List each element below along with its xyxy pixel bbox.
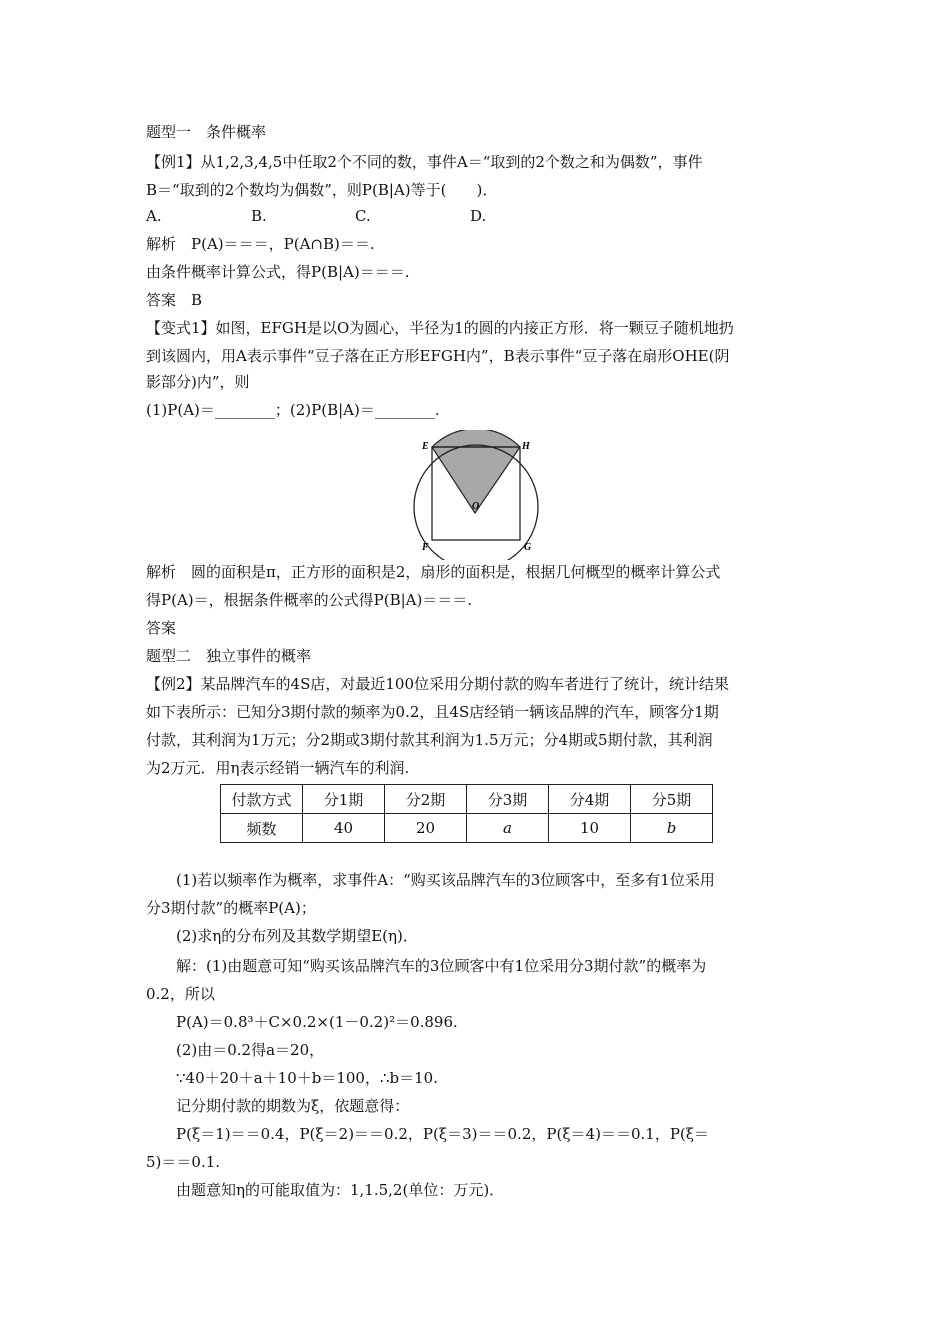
example1-line2: B＝“取到的2个数均为偶数”，则P(B|A)等于( )． (146, 181, 498, 199)
table-cell: 10 (549, 814, 631, 843)
table-cell: 40 (303, 814, 385, 843)
example2-line2: 如下表所示：已知分3期付款的频率为0.2，且4S店经销一辆该品牌的汽车，顾客分1期 (146, 703, 719, 721)
frequency-table (220, 784, 713, 843)
table-header-cell: 付款方式 (221, 785, 303, 814)
table-cell: b (631, 814, 713, 843)
example1-answer: 答案 B (146, 291, 203, 309)
variant1-line3: 影部分)内”，则 (146, 373, 250, 391)
table-header-cell: 分2期 (385, 785, 467, 814)
diagram-svg (400, 430, 560, 560)
table-header-cell: 分5期 (631, 785, 713, 814)
variant1-line4: (1)P(A)＝________；(2)P(B|A)＝________. (146, 401, 440, 419)
solution-line3: P(A)＝0.8³＋C×0.2×(1－0.2)²＝0.896. (176, 1013, 458, 1031)
variant1-line2: 到该圆内，用A表示事件“豆子落在正方形EFGH内”，B表示事件“豆子落在扇形OHE(阴 (146, 347, 730, 365)
table-header-cell: 分1期 (303, 785, 385, 814)
variant1-line1: 【变式1】如图，EFGH是以O为圆心，半径为1的圆的内接正方形．将一颗豆子随机地扔 (146, 319, 734, 337)
solution-line4: (2)由＝0.2得a＝20， (176, 1041, 325, 1059)
table-cell: a (467, 814, 549, 843)
section2-title: 题型二 独立事件的概率 (146, 647, 312, 665)
example1-solution-line1: 解析 P(A)＝＝＝，P(A∩B)＝＝. (146, 235, 375, 253)
table-cell: 20 (385, 814, 467, 843)
option-d: D. (470, 207, 487, 225)
example1-line1: 【例1】从1,2,3,4,5中任取2个不同的数，事件A＝“取到的2个数之和为偶数”，事件 (146, 153, 703, 171)
example2-line4: 为2万元．用η表示经销一辆汽车的利润. (146, 759, 410, 777)
label-g: G (524, 542, 532, 553)
label-e: E (422, 441, 429, 452)
variant1-solution-line2: 得P(A)＝，根据条件概率的公式得P(B|A)＝＝＝. (146, 591, 473, 609)
label-f: F (422, 542, 429, 553)
table-header-row (221, 785, 713, 814)
solution-line8: 5)＝＝0.1. (146, 1153, 221, 1171)
option-c: C. (355, 207, 371, 225)
table-cell: 频数 (221, 814, 303, 843)
solution-line6: 记分期付款的期数为ξ，依题意得： (176, 1097, 410, 1115)
table-row (221, 814, 713, 843)
example2-line3: 付款，其利润为1万元；分2期或3期付款其利润为1.5万元；分4期或5期付款，其利润 (146, 731, 713, 749)
label-h: H (522, 441, 530, 452)
variant1-answer: 答案 (146, 619, 177, 637)
solution-line5: ∵40＋20＋a＋10＋b＝100，∴b＝10. (176, 1069, 438, 1087)
solution-line2: 0.2，所以 (146, 985, 215, 1003)
question1-line1: (1)若以频率作为概率，求事件A：“购买该品牌汽车的3位顾客中，至多有1位采用 (176, 871, 715, 889)
solution-line1: 解：(1)由题意可知“购买该品牌汽车的3位顾客中有1位采用分3期付款”的概率为 (176, 957, 707, 975)
table-header-cell: 分4期 (549, 785, 631, 814)
example1-solution-line2: 由条件概率计算公式，得P(B|A)＝＝＝. (146, 263, 410, 281)
label-o: O (472, 501, 480, 512)
variant1-solution-line1: 解析 圆的面积是π，正方形的面积是2，扇形的面积是，根据几何概型的概率计算公式 (146, 563, 721, 581)
example2-line1: 【例2】某品牌汽车的4S店，对最近100位采用分期付款的购车者进行了统计，统计结果 (146, 675, 729, 693)
question2: (2)求η的分布列及其数学期望E(η)． (176, 927, 418, 945)
question1-line2: 分3期付款”的概率P(A)； (146, 899, 316, 917)
section1-title: 题型一 条件概率 (146, 123, 267, 141)
option-a: A. (146, 207, 162, 225)
solution-line9: 由题意知η的可能取值为：1,1.5,2(单位：万元)． (176, 1181, 505, 1199)
circle-square-diagram (400, 430, 560, 564)
table-header-cell: 分3期 (467, 785, 549, 814)
solution-line7: P(ξ＝1)＝＝0.4，P(ξ＝2)＝＝0.2，P(ξ＝3)＝＝0.2，P(ξ＝4)＝＝0.1，P(ξ＝ (176, 1125, 710, 1143)
option-b: B. (251, 207, 267, 225)
